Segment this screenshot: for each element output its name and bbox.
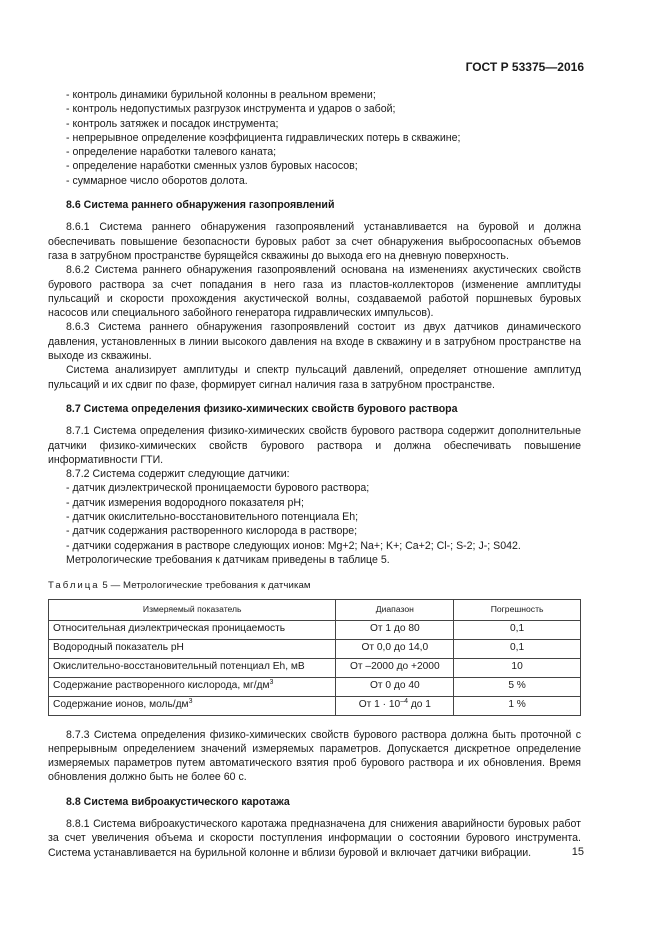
table-row [49,658,581,677]
cell-parameter: Водородный показатель pH [49,639,336,658]
paragraph-8-7-2: 8.7.2 Система содержит следующие датчики: [66,468,290,481]
list-item: - датчики содержания в растворе следующих ионов: Mg+2; Na+; K+; Ca+2; Cl-; S-2; J-; S042. [66,539,521,552]
list-item: - датчик диэлектрической проницаемости бурового раствора; [66,482,370,495]
table-row [49,677,581,696]
column-header-parameter: Измеряемый показатель [49,599,336,620]
list-item: - суммарное число оборотов долота. [66,174,248,187]
metrology-table [48,599,581,716]
range-suffix: до 1 [407,699,431,711]
list-item-text: датчики содержания в растворе следующих ионов: Mg+2; Na+; K+; Ca+2; Cl-; S-2; J-; S042. [72,539,521,552]
list-item-text: датчик окислительно-восстановительного потенциала Eh; [72,511,359,524]
cell-range: От –2000 до +2000 [336,658,454,677]
paragraph-8-7-1: 8.7.1 Система определения физико-химических свойств бурового раствора содержит дополнительные датчики физико-химических свойств бурового раствора и должна обеспечивать повышение информативности ГТИ. [48,425,581,466]
list-item-text: контроль затяжек и посадок инструмента; [72,117,279,130]
cell-parameter: Относительная диэлектрическая проницаемость [49,620,336,639]
list-item-text: определение наработки талевого каната; [72,146,277,159]
list-item: - контроль затяжек и посадок инструмента; [66,117,279,130]
list-item: - датчик содержания растворенного кислорода в растворе; [66,525,358,538]
list-item-text: непрерывное определение коэффициента гидравлических потерь в скважине; [72,131,461,144]
list-item: - контроль недопустимых разгрузок инструмента и ударов о забой; [66,103,396,116]
paragraph-8-6-1: 8.6.1 Система раннего обнаружения газопроявлений устанавливается на буровой и должна обеспечивать повышение безопасности буровых работ за счет обнаружения выбросоопасных объемов газа в затрубном пространстве бурящейся скважины до выхода его на дневную поверхность. [48,221,581,262]
list-item-text: датчик содержания растворенного кислорода в растворе; [72,525,358,538]
superscript: 3 [188,698,193,706]
table-row [49,620,581,639]
cell-parameter-text: Содержание растворенного кислорода, мг/дм [53,680,270,692]
column-header-range: Диапазон [336,599,454,620]
cell-range: От 0,0 до 14,0 [336,639,454,658]
paragraph-8-6-3: 8.6.3 Система раннего обнаружения газопроявлений состоит из двух датчиков динамического давления, установленных в линии высокого давления на входе в скважину и в затрубном пространстве на выходе из скважины. [48,321,581,363]
paragraph-metrology: Метрологические требования к датчикам приведены в таблице 5. [66,553,390,566]
list-item-text: контроль недопустимых разгрузок инструмента и ударов о забой; [72,103,396,116]
list-item-text: датчик измерения водородного показателя pH; [72,496,304,509]
list-item-text: датчик диэлектрической проницаемости бурового раствора; [72,482,370,495]
table-caption [48,579,581,593]
table-header-row [49,599,581,620]
cell-range [336,696,454,715]
page-content [48,88,581,860]
document-standard-header: ГОСТ Р 53375—2016 [465,60,584,74]
sensors-list [48,481,581,552]
list-item-text: определение наработки сменных узлов буровых насосов; [72,160,358,173]
section-heading-8-8: 8.8 Система виброакустического каротажа [66,795,290,808]
cell-error: 10 [454,658,581,677]
paragraph-8-8-1: 8.8.1 Система виброакустического каротажа предназначена для снижения аварийности буровых работ за счет увеличения объема и скорости поступления информации о состоянии бурового инструмента. Система устанавливается на бурильной колонне и вблизи буровой и включает датчики вибрации. [48,817,581,859]
superscript: –4 [400,698,408,706]
cell-error: 0,1 [454,620,581,639]
cell-parameter [49,677,336,696]
cell-error: 5 % [454,677,581,696]
capabilities-list [48,88,581,188]
paragraph-system-analysis: Система анализирует амплитуды и спектр пульсаций давлений, определяет отношение амплитуд пульсаций и их сдвиг по фазе, формирует сигнал наличия газа в затрубном пространстве. [48,364,581,391]
cell-parameter: Окислительно-восстановительный потенциал Eh, мВ [49,658,336,677]
table-caption-text: 5 — Метрологические требования к датчикам [99,580,311,592]
list-item-text: контроль динамики бурильной колонны в реальном времени; [72,89,376,101]
cell-error: 1 % [454,696,581,715]
page-number: 15 [571,846,584,858]
cell-parameter [49,696,336,715]
list-item: - датчик окислительно-восстановительного потенциала Eh; [66,511,359,524]
list-item-text: суммарное число оборотов долота. [72,174,248,187]
list-item: - определение наработки талевого каната; [66,146,277,159]
range-prefix: От 1 · 10 [358,699,401,711]
list-item: - непрерывное определение коэффициента гидравлических потерь в скважине; [66,131,461,144]
cell-parameter-text: Содержание ионов, моль/дм [53,699,189,711]
paragraph-8-7-3: 8.7.3 Система определения физико-химических свойств бурового раствора должна быть проточной с непрерывным определением значений измеряемых параметров. Допускается дискретное определение измеряемых параметров путем автоматического взятия проб бурового раствора и их обновления. Время обновления должно быть не более 60 с. [48,728,581,784]
column-header-error: Погрешность [454,599,581,620]
section-heading-8-6: 8.6 Система раннего обнаружения газопроявлений [66,199,335,212]
cell-error: 0,1 [454,639,581,658]
section-heading-8-7: 8.7 Система определения физико-химических свойств бурового раствора [66,402,458,415]
list-item: - датчик измерения водородного показателя pH; [66,496,304,509]
paragraph-8-6-2: 8.6.2 Система раннего обнаружения газопроявлений основана на изменениях акустических свойств бурового раствора за счет попадания в него газа из пластов-коллекторов (изменение амплитуды пульсаций и скорости прохождения акустической волны, создаваемой работой поршневых буровых насосов или специального забойного генератора гидравлических импульсов). [48,264,581,320]
table-row [49,696,581,715]
list-item: - определение наработки сменных узлов буровых насосов; [66,160,358,173]
cell-range: От 1 до 80 [336,620,454,639]
table-caption-prefix: Таблица [48,580,100,592]
list-item: - контроль динамики бурильной колонны в реальном времени; [66,89,376,101]
superscript: 3 [269,679,274,687]
table-row [49,639,581,658]
cell-range: От 0 до 40 [336,677,454,696]
